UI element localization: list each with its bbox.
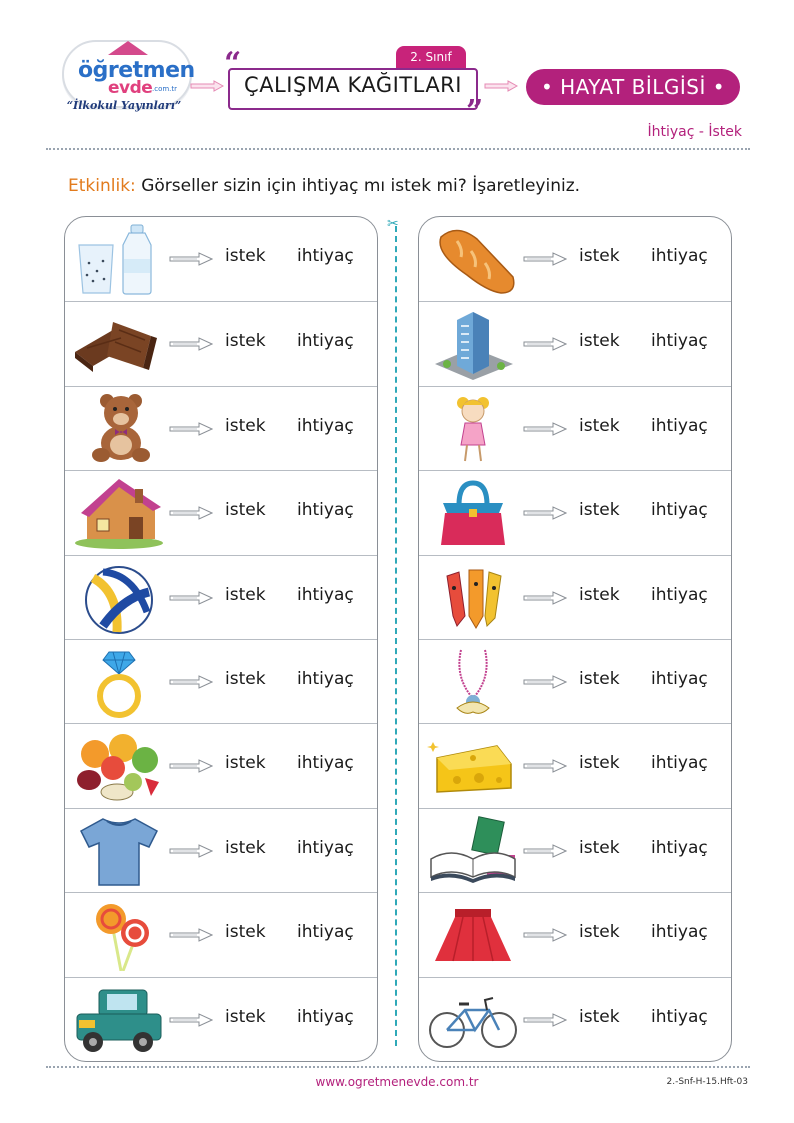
- necklace-icon: [427, 646, 519, 718]
- list-item: [419, 892, 731, 977]
- subject-badge: • HAYAT BİLGİSİ •: [526, 69, 740, 105]
- left-panel: [64, 216, 378, 1062]
- list-item: [65, 301, 377, 386]
- activity-label: Etkinlik:: [68, 176, 136, 196]
- footer-website-link[interactable]: www.ogretmenevde.com.tr: [315, 1075, 479, 1089]
- option-istek[interactable]: istek: [579, 415, 620, 436]
- chocolate-icon: [73, 308, 165, 380]
- header-arrow-icon: [484, 80, 518, 92]
- option-ihtiyac[interactable]: ihtiyaç: [297, 584, 354, 605]
- option-ihtiyac[interactable]: ihtiyaç: [651, 584, 708, 605]
- option-istek[interactable]: istek: [225, 415, 266, 436]
- list-item: [65, 386, 377, 471]
- list-item: [419, 723, 731, 808]
- list-item: [419, 808, 731, 893]
- arrow-right-icon: [169, 843, 213, 859]
- option-istek[interactable]: istek: [225, 1006, 266, 1027]
- arrow-right-icon: [523, 251, 567, 267]
- option-ihtiyac[interactable]: ihtiyaç: [297, 669, 354, 689]
- option-istek[interactable]: istek: [579, 922, 620, 943]
- arrow-right-icon: [169, 927, 213, 943]
- option-ihtiyac[interactable]: ihtiyaç: [651, 331, 708, 352]
- water-glass-bottle-icon: [73, 223, 165, 295]
- logo-word-ogretmen: öğretmen: [78, 58, 195, 83]
- teddy-bear-icon: [73, 393, 165, 465]
- option-istek[interactable]: istek: [579, 837, 620, 858]
- right-panel: [418, 216, 732, 1062]
- volleyball-icon: [73, 562, 165, 634]
- topic-label: İhtiyaç - İstek: [647, 124, 742, 140]
- option-ihtiyac[interactable]: ihtiyaç: [297, 753, 354, 774]
- option-istek[interactable]: istek: [225, 837, 266, 858]
- arrow-right-icon: [523, 590, 567, 606]
- list-item: [65, 555, 377, 640]
- option-istek[interactable]: istek: [225, 331, 266, 352]
- list-item: [419, 639, 731, 724]
- arrow-right-icon: [523, 421, 567, 437]
- list-item: [65, 977, 377, 1062]
- footer-page-code: 2.-Snf-H-15.Hft-03: [666, 1077, 748, 1087]
- option-ihtiyac[interactable]: ihtiyaç: [651, 837, 708, 858]
- option-istek[interactable]: istek: [225, 669, 266, 689]
- option-ihtiyac[interactable]: ihtiyaç: [297, 837, 354, 858]
- footer-divider: [46, 1066, 750, 1068]
- arrow-right-icon: [523, 336, 567, 352]
- header-arrow-icon: [190, 80, 224, 92]
- logo-tagline: “İlkokul Yayınları”: [66, 99, 182, 112]
- skirt-icon: [427, 899, 519, 971]
- option-istek[interactable]: istek: [225, 246, 266, 266]
- logo-word-evde: evde: [108, 78, 153, 98]
- option-istek[interactable]: istek: [225, 753, 266, 774]
- list-item: [65, 217, 377, 301]
- logo-domain: .com.tr: [152, 85, 178, 93]
- activity-text: Görseller sizin için ihtiyaç mı istek mi? İşaretleyiniz.: [141, 176, 581, 196]
- grade-tab: 2. Sınıf: [396, 46, 466, 68]
- arrow-right-icon: [169, 590, 213, 606]
- arrow-right-icon: [523, 927, 567, 943]
- pencils-icon: [427, 562, 519, 634]
- option-ihtiyac[interactable]: ihtiyaç: [651, 246, 708, 266]
- list-item: [65, 808, 377, 893]
- list-item: [65, 639, 377, 724]
- arrow-right-icon: [523, 505, 567, 521]
- option-ihtiyac[interactable]: ihtiyaç: [297, 500, 354, 521]
- activity-instruction: [68, 176, 580, 196]
- option-istek[interactable]: istek: [579, 584, 620, 605]
- handbag-icon: [427, 477, 519, 549]
- list-item: [419, 470, 731, 555]
- arrow-right-icon: [523, 1012, 567, 1028]
- option-istek[interactable]: istek: [579, 331, 620, 352]
- cheese-icon: [427, 730, 519, 802]
- arrow-right-icon: [169, 505, 213, 521]
- option-istek[interactable]: istek: [579, 1006, 620, 1027]
- option-ihtiyac[interactable]: ihtiyaç: [297, 922, 354, 943]
- option-ihtiyac[interactable]: ihtiyaç: [297, 331, 354, 352]
- option-ihtiyac[interactable]: ihtiyaç: [651, 500, 708, 521]
- header-divider: [46, 148, 750, 150]
- list-item: [419, 386, 731, 471]
- option-istek[interactable]: istek: [579, 669, 620, 689]
- doll-icon: [427, 393, 519, 465]
- arrow-right-icon: [169, 336, 213, 352]
- list-item: [419, 301, 731, 386]
- arrow-right-icon: [523, 843, 567, 859]
- list-item: [65, 470, 377, 555]
- option-ihtiyac[interactable]: ihtiyaç: [297, 415, 354, 436]
- list-item: [419, 217, 731, 301]
- books-icon: [427, 815, 519, 887]
- option-istek[interactable]: istek: [225, 500, 266, 521]
- option-istek[interactable]: istek: [579, 500, 620, 521]
- arrow-right-icon: [169, 1012, 213, 1028]
- arrow-right-icon: [169, 758, 213, 774]
- arrow-right-icon: [169, 674, 213, 690]
- t-shirt-icon: [73, 815, 165, 887]
- arrow-right-icon: [523, 758, 567, 774]
- option-ihtiyac[interactable]: ihtiyaç: [651, 415, 708, 436]
- apartment-building-icon: [427, 308, 519, 380]
- house-icon: [73, 477, 165, 549]
- list-item: [65, 892, 377, 977]
- logo-house-roof-icon: [108, 41, 148, 55]
- fruits-icon: [73, 730, 165, 802]
- list-item: [419, 977, 731, 1062]
- option-ihtiyac[interactable]: ihtiyaç: [651, 922, 708, 943]
- bicycle-icon: [427, 984, 519, 1056]
- arrow-right-icon: [169, 251, 213, 267]
- option-istek[interactable]: istek: [579, 246, 620, 266]
- bread-icon: [427, 223, 519, 295]
- list-item: [419, 555, 731, 640]
- scissors-icon: ✂: [387, 216, 399, 232]
- page-title: ÇALIŞMA KAĞITLARI: [244, 73, 462, 97]
- jeep-car-icon: [73, 984, 165, 1056]
- lollipop-icon: [73, 899, 165, 971]
- option-ihtiyac[interactable]: ihtiyaç: [297, 1006, 354, 1027]
- arrow-right-icon: [523, 674, 567, 690]
- option-ihtiyac[interactable]: ihtiyaç: [651, 1006, 708, 1027]
- arrow-right-icon: [169, 421, 213, 437]
- quote-close-icon: ”: [466, 94, 484, 129]
- option-istek[interactable]: istek: [225, 584, 266, 605]
- cut-line: [395, 226, 397, 1046]
- option-istek[interactable]: istek: [225, 922, 266, 943]
- option-istek[interactable]: istek: [579, 753, 620, 774]
- option-ihtiyac[interactable]: ihtiyaç: [297, 246, 354, 266]
- option-ihtiyac[interactable]: ihtiyaç: [651, 669, 708, 689]
- quote-open-icon: “: [224, 46, 242, 81]
- list-item: [65, 723, 377, 808]
- option-ihtiyac[interactable]: ihtiyaç: [651, 753, 708, 774]
- diamond-ring-icon: [73, 646, 165, 718]
